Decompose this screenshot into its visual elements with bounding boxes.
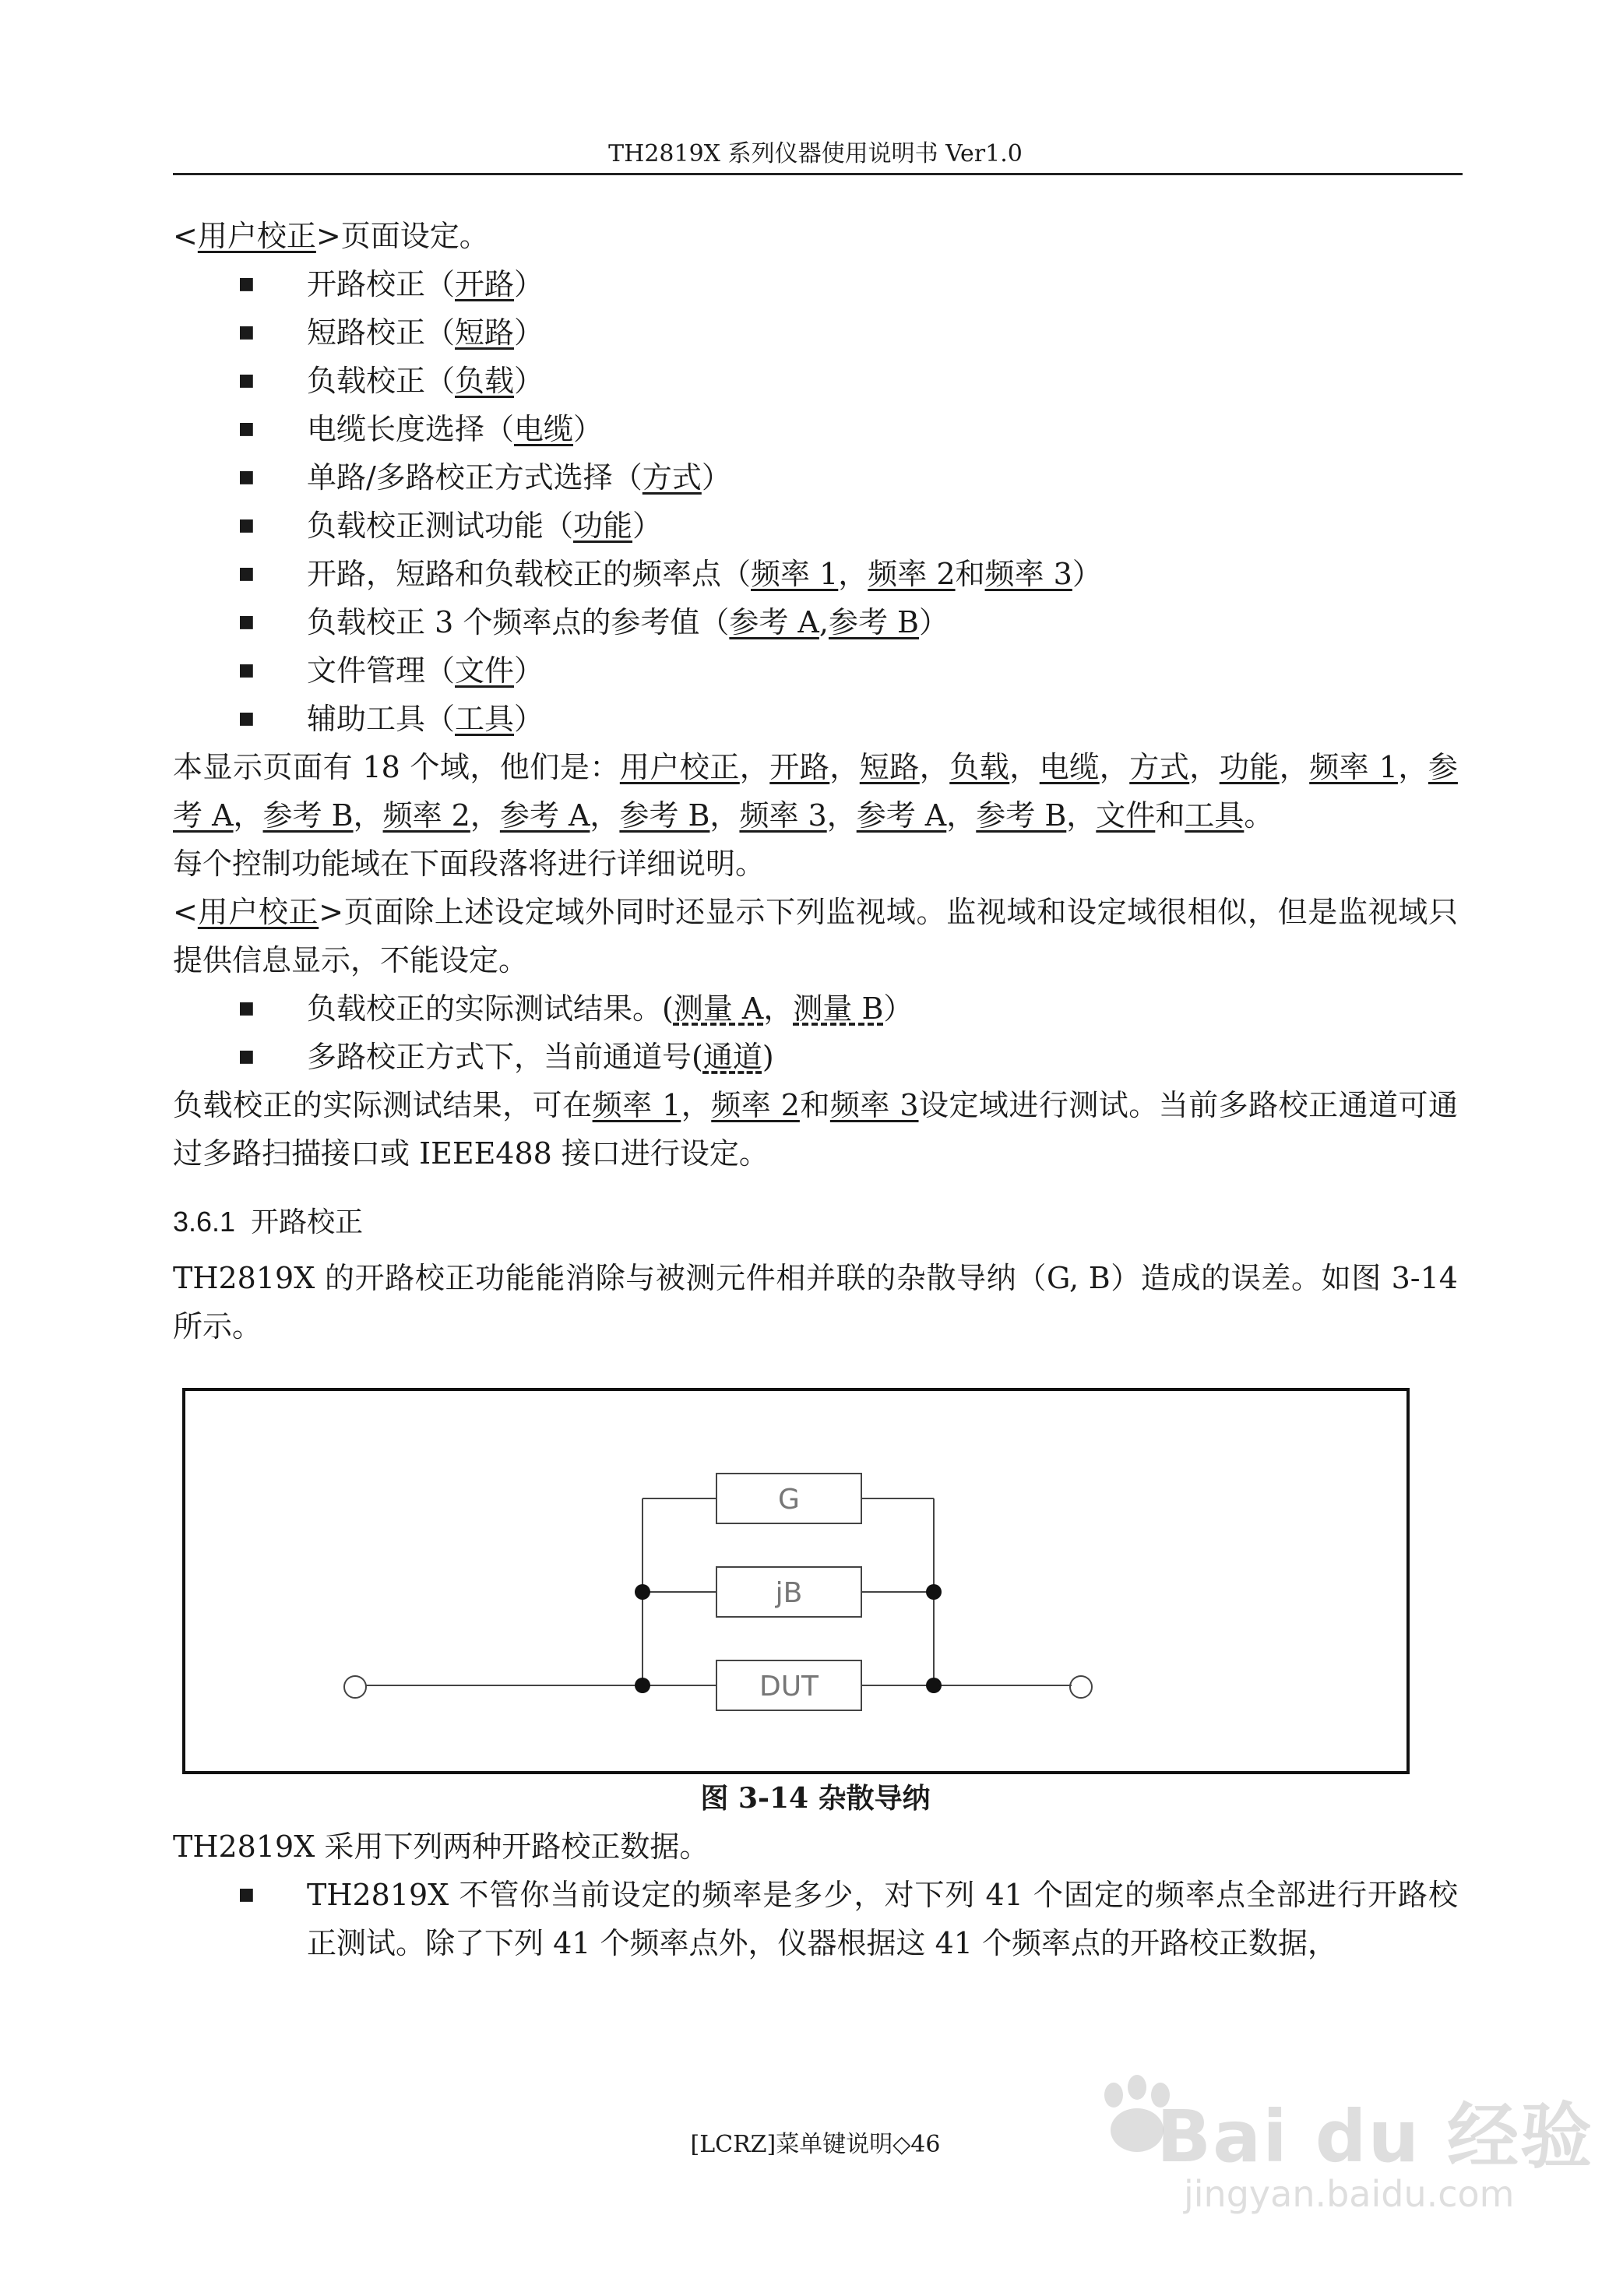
field-ref-a: 参考 A xyxy=(729,605,819,639)
item-field: 开路 xyxy=(455,267,515,301)
test-tail: 设定域进行测试。当前多路校正通道可通过多路扫描接口或 IEEE488 接口进行设定。 xyxy=(173,1088,1458,1171)
circuit-diagram xyxy=(185,1391,1406,1771)
monitor-page-name: 用户校正 xyxy=(197,895,319,929)
monitor-item-text: 负载校正的实际测试结果。( xyxy=(307,991,674,1026)
field-measure-a: 测量 A xyxy=(673,991,764,1026)
test-freq3: 频率 3 xyxy=(829,1088,919,1122)
field-ref: 参考 A xyxy=(173,750,1458,833)
item-tail: ） xyxy=(514,267,544,301)
settings-list-item xyxy=(173,502,1458,550)
item-field: 工具 xyxy=(455,702,515,736)
field-ref: 频率 1 xyxy=(1309,750,1398,784)
test-freq2: 频率 2 xyxy=(711,1088,800,1122)
after-figure-bullet-text: TH2819X 不管你当前设定的频率是多少，对下列 41 个固定的频率点全部进行开路校正测试。除了下列 41 个频率点外，仪器根据这 41 个频率点的开路校正数据， xyxy=(307,1878,1458,1960)
item-tail: ） xyxy=(514,315,544,350)
item-field: 电缆 xyxy=(514,412,574,446)
bullet-icon: ■ xyxy=(238,660,255,680)
settings-list-item xyxy=(173,405,1458,453)
header-rule xyxy=(173,173,1463,175)
jb-label: jB xyxy=(775,1577,803,1609)
fields-paragraph: 本显示页面有 18 个域，他们是：用户校正，开路，短路，负载，电缆，方式，功能，频率 1，参考 A，参考 B，频率 2，参考 A，参考 B，频率 3，参考 A，参考 B，文件和工具。 xyxy=(173,750,1458,833)
item-tail: ） xyxy=(514,653,544,688)
item-field: 功能 xyxy=(573,509,633,543)
monitor-sep: ， xyxy=(763,991,794,1026)
field-freq3: 频率 3 xyxy=(984,557,1072,591)
section-heading xyxy=(173,1198,1458,1246)
freq-sep: ， xyxy=(838,557,868,591)
field-ref: 功能 xyxy=(1219,750,1280,784)
freq-item-text: 开路，短路和负载校正的频率点（ xyxy=(307,557,752,591)
stray-admittance-figure xyxy=(182,1388,1410,1774)
fields-end: 。 xyxy=(1244,798,1274,833)
junction-dot-icon xyxy=(635,1584,650,1600)
item-tail: ） xyxy=(632,509,663,543)
item-tail: ） xyxy=(701,460,731,495)
item-field: 文件 xyxy=(455,653,515,688)
test-sep: ， xyxy=(681,1088,712,1122)
ref-item-text: 负载校正 3 个频率点的参考值（ xyxy=(307,605,730,639)
bullet-icon: ■ xyxy=(238,371,255,390)
field-ref: 频率 3 xyxy=(739,798,827,833)
detail-note: 每个控制功能域在下面段落将进行详细说明。 xyxy=(173,847,766,881)
test-and: 和 xyxy=(799,1088,830,1122)
bullet-icon: ■ xyxy=(238,419,255,438)
field-ref: 方式 xyxy=(1129,750,1190,784)
settings-list-item xyxy=(173,357,1458,405)
bullet-icon: ■ xyxy=(238,467,255,487)
item-tail: ） xyxy=(573,412,604,446)
page-content xyxy=(173,212,1458,1967)
field-ref: 参考 A xyxy=(499,798,590,833)
g-label: G xyxy=(778,1484,800,1516)
freq-item xyxy=(173,550,1458,598)
settings-list-2 xyxy=(173,646,1458,743)
item-tail: ） xyxy=(514,702,544,736)
settings-list-item xyxy=(173,453,1458,502)
monitor-tail: ） xyxy=(883,991,914,1026)
ref-sep: , xyxy=(819,605,829,639)
field-ref: 工具 xyxy=(1185,798,1245,833)
field-ref-b: 参考 B xyxy=(828,605,919,639)
field-ref: 开路 xyxy=(769,750,830,784)
monitor-item-text: 多路校正方式下，当前通道号( xyxy=(307,1040,703,1074)
watermark-logo: Bai du 经验 xyxy=(1157,2095,1594,2178)
field-freq2: 频率 2 xyxy=(868,557,956,591)
intro-line: <用户校正>页面设定。 xyxy=(173,219,489,253)
fields-and: 和 xyxy=(1155,798,1185,833)
field-measure-b: 测量 B xyxy=(793,991,884,1026)
item-text: 文件管理（ xyxy=(307,653,456,688)
dut-label: DUT xyxy=(759,1671,819,1703)
item-text: 单路/多路校正方式选择（ xyxy=(307,460,643,495)
field-freq1: 频率 1 xyxy=(751,557,839,591)
settings-list-item xyxy=(173,260,1458,308)
bullet-icon: ■ xyxy=(238,516,255,535)
item-text: 开路校正（ xyxy=(307,267,456,301)
bullet-icon: ■ xyxy=(238,274,255,294)
test-lead: 负载校正的实际测试结果，可在 xyxy=(173,1088,593,1122)
settings-list-item xyxy=(173,646,1458,695)
freq-and: 和 xyxy=(955,557,985,591)
after-figure-bullet xyxy=(173,1871,1458,1967)
bullet-icon: ■ xyxy=(238,1047,255,1066)
bullet-icon: ■ xyxy=(238,322,255,342)
section-title: 开路校正 xyxy=(251,1206,364,1238)
junction-dot-icon xyxy=(635,1678,650,1693)
field-ref: 用户校正 xyxy=(619,750,740,784)
right-terminal-icon xyxy=(1070,1676,1092,1698)
item-text: 辅助工具（ xyxy=(307,702,456,736)
settings-list-item xyxy=(173,308,1458,357)
monitor-tail: ) xyxy=(762,1040,774,1074)
section-body: TH2819X 的开路校正功能能消除与被测元件相并联的杂散导纳（G, B）造成的误差。如图 3-14 所示。 xyxy=(173,1261,1458,1343)
item-field: 短路 xyxy=(455,315,515,350)
field-ref: 文件 xyxy=(1096,798,1156,833)
figure-caption: 图 3-14 杂散导纳 xyxy=(700,1782,931,1815)
monitor-text: 页面除上述设定域外同时还显示下列监视域。监视域和设定域很相似，但是监视域只提供信息显示，不能设定。 xyxy=(173,895,1458,977)
junction-dot-icon xyxy=(926,1584,942,1600)
field-ref: 频率 2 xyxy=(382,798,470,833)
ref-item xyxy=(173,598,1458,646)
field-ref: 负载 xyxy=(949,750,1010,784)
intro-suffix: 页面设定。 xyxy=(340,219,489,253)
after-figure-lead: TH2819X 采用下列两种开路校正数据。 xyxy=(173,1829,709,1864)
monitor-item-channel xyxy=(173,1033,1458,1081)
bullet-icon: ■ xyxy=(238,998,255,1018)
ref-tail: ） xyxy=(918,605,949,639)
field-ref: 短路 xyxy=(859,750,920,784)
monitor-item-measure xyxy=(173,984,1458,1033)
field-ref: 电缆 xyxy=(1039,750,1100,784)
section-number: 3.6.1 xyxy=(173,1206,236,1238)
item-tail: ） xyxy=(514,364,544,398)
item-text: 电缆长度选择（ xyxy=(307,412,515,446)
settings-list xyxy=(173,260,1458,550)
item-text: 负载校正测试功能（ xyxy=(307,509,574,543)
page-header: TH2819X 系列仪器使用说明书 Ver1.0 xyxy=(608,140,1023,167)
field-ref: 参考 B xyxy=(262,798,354,833)
page-footer: [LCRZ]菜单键说明◇46 xyxy=(690,2131,941,2158)
item-field: 负载 xyxy=(455,364,515,398)
monitor-paragraph: <用户校正>页面除上述设定域外同时还显示下列监视域。监视域和设定域很相似，但是监视域只提供信息显示，不能设定。 xyxy=(173,895,1458,977)
item-field: 方式 xyxy=(642,460,702,495)
item-text: 负载校正（ xyxy=(307,364,456,398)
bullet-icon: ■ xyxy=(238,709,255,728)
test-paragraph xyxy=(173,1081,1458,1178)
settings-list-item xyxy=(173,695,1458,743)
field-ref: 参考 B xyxy=(619,798,710,833)
bullet-icon: ■ xyxy=(238,564,255,583)
field-ref: 参考 A xyxy=(856,798,947,833)
left-terminal-icon xyxy=(344,1676,366,1698)
item-text: 短路校正（ xyxy=(307,315,456,350)
watermark-url: jingyan.baidu.com xyxy=(1184,2173,1515,2215)
junction-dot-icon xyxy=(926,1678,942,1693)
page-name-ref: 用户校正 xyxy=(197,219,316,253)
test-freq1: 频率 1 xyxy=(592,1088,681,1122)
field-ref: 参考 B xyxy=(976,798,1067,833)
bullet-icon: ■ xyxy=(238,1885,255,1904)
fields-lead: 本显示页面有 18 个域，他们是： xyxy=(173,750,620,784)
field-channel: 通道 xyxy=(702,1040,762,1074)
freq-tail: ） xyxy=(1072,557,1102,591)
bullet-icon: ■ xyxy=(238,612,255,632)
